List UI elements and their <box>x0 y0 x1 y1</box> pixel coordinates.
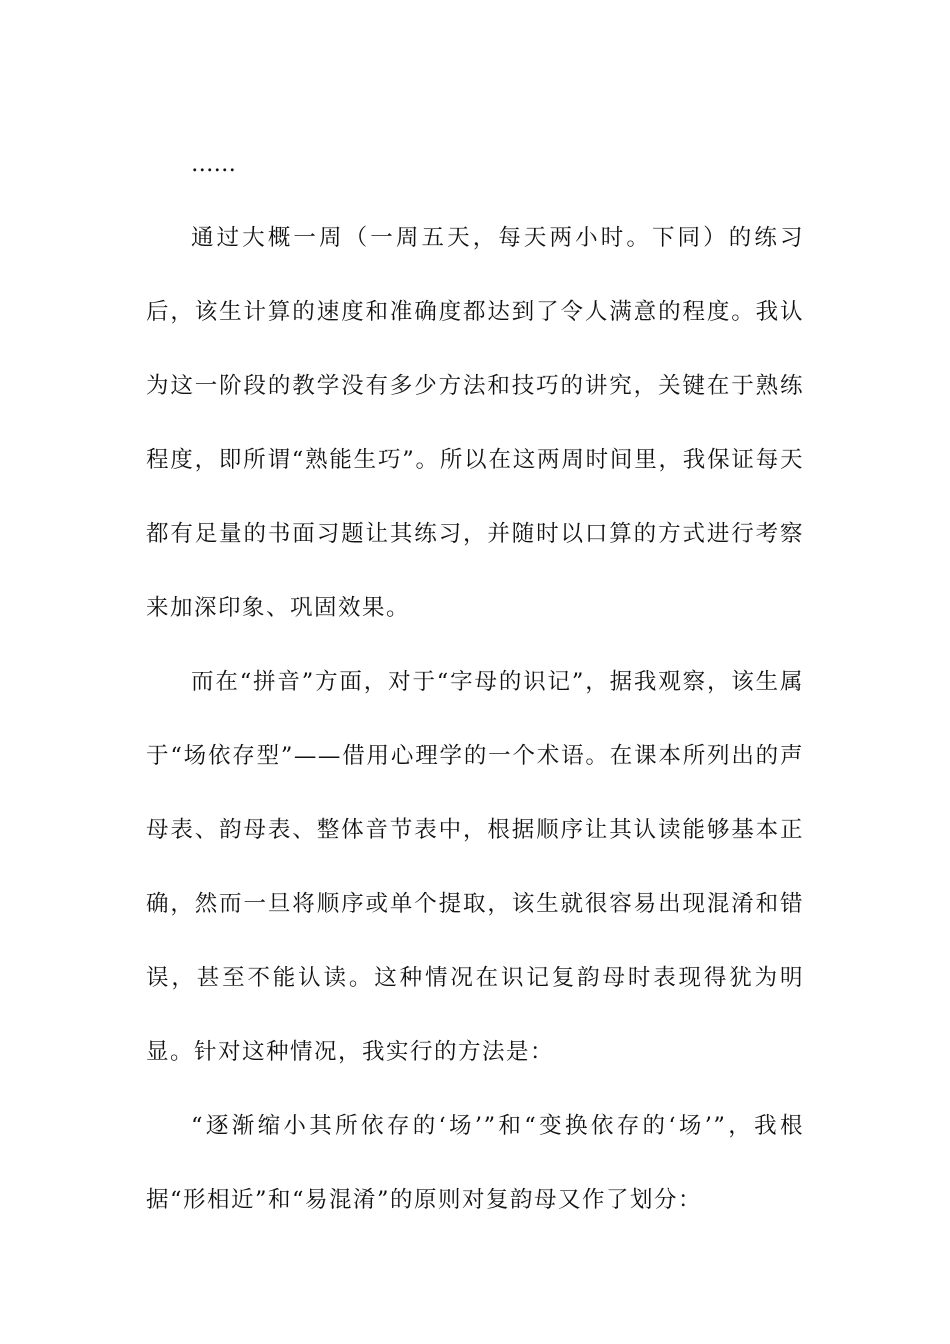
paragraph-method: “逐渐缩小其所依存的‘场’”和“变换依存的‘场’”，我根据“形相近”和“易混淆”的原则对复韵母又作了划分： <box>146 1113 804 1213</box>
document-body <box>146 127 804 1237</box>
paragraph-pinyin-observation: 而在“拼音”方面，对于“字母的识记”，据我观察，该生属于“场依存型”——借用心理学的一个术语。在课本所列出的声母表、韵母表、整体音节表中，根据顺序让其认读能够基本正确，然而一旦将顺序或单个提取，该生就很容易出现混淆和错误，甚至不能认读。这种情况在识记复韵母时表现得犹为明显。针对这种情况，我实行的方法是： <box>146 669 804 1065</box>
paragraph-practice-results: 通过大概一周（一周五天，每天两小时。下同）的练习后，该生计算的速度和准确度都达到了令人满意的程度。我认为这一阶段的教学没有多少方法和技巧的讲究，关键在于熟练程度，即所谓“熟能生巧”。所以在这两周时间里，我保证每天都有足量的书面习题让其练习，并随时以口算的方式进行考察来加深印象、巩固效果。 <box>146 225 804 621</box>
paragraph-ellipsis: …… <box>191 151 236 177</box>
